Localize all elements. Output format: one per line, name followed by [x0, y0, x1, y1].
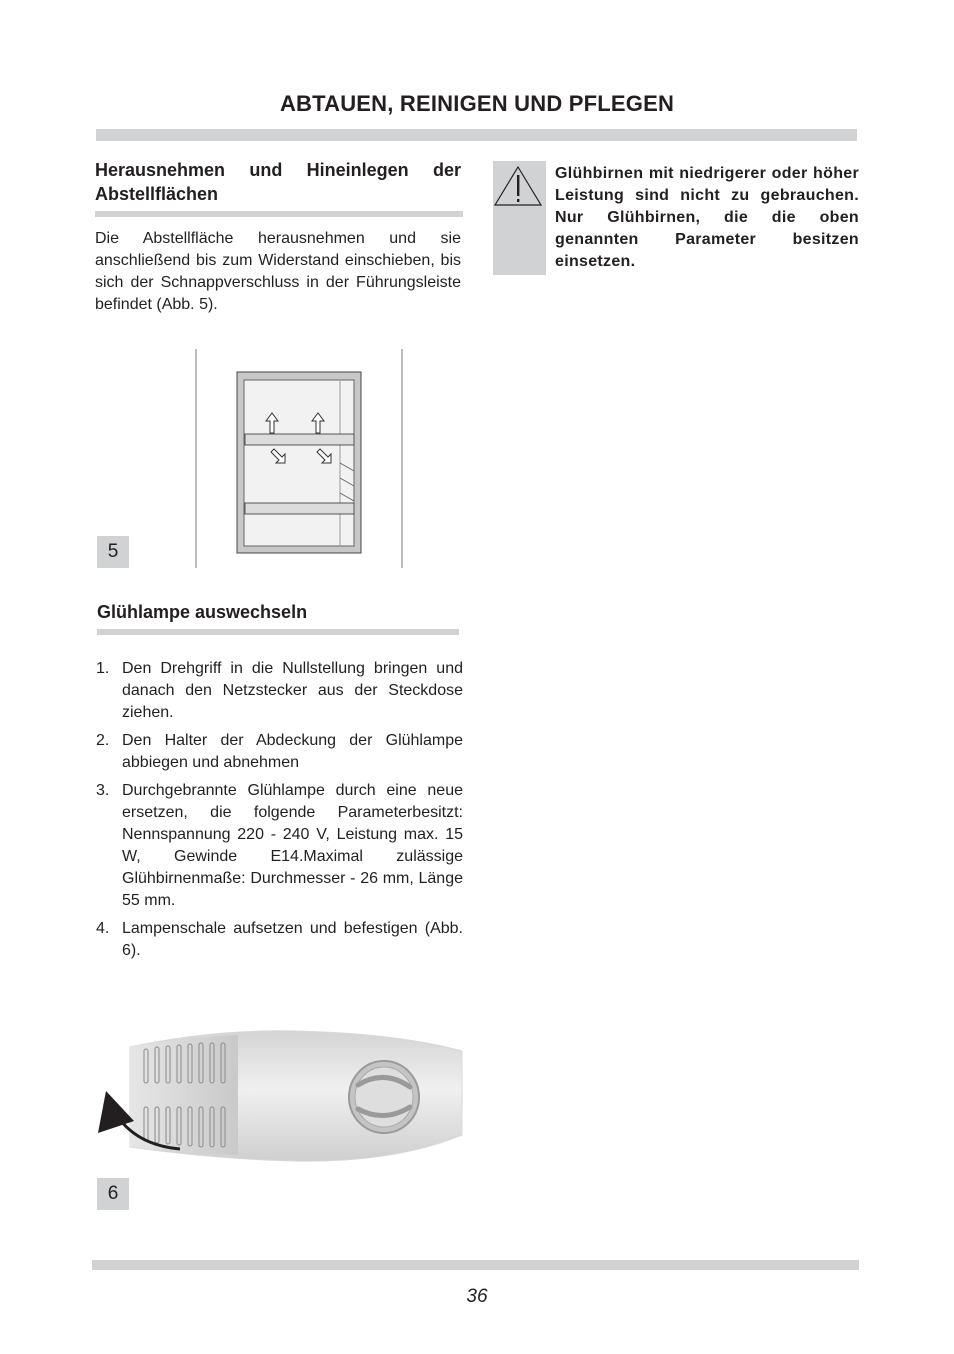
list-item: 3. Durchgebrannte Glühlampe durch eine neue ersetzen, die folgende Parameterbesitzt: Nennspannung 220 - 240 V, Leistung max. 15 W, Gewinde E14.Maximal zulässige Glühbirnenmaße: Durchmesser - 26 mm, Länge 55 mm. — [96, 782, 463, 909]
figure-number-5: 5 — [97, 536, 129, 568]
footer-bar — [92, 1260, 859, 1270]
page-title: ABTAUEN, REINIGEN UND PFLEGEN — [279, 91, 675, 116]
section-underline-lamp — [97, 629, 459, 635]
section-title-shelves: Herausnehmen und Hineinlegen der Abstellflächen — [95, 160, 461, 204]
list-item: 4. Lampenschale aufsetzen und befestigen (Abb. 6). — [96, 920, 463, 959]
page-number: 36 — [466, 1286, 488, 1307]
list-item: 1. Den Drehgriff in die Nullstellung bringen und danach den Netzstecker aus der Steckdose ziehen. — [96, 660, 463, 721]
steps-list — [96, 658, 463, 968]
section-underline-shelves — [95, 211, 463, 217]
shelves-paragraph: Die Abstellfläche herausnehmen und sie anschließend bis zum Widerstand einschieben, bis sich der Schnappverschluss in der Führungsleiste befindet (Abb. 5). — [95, 230, 461, 313]
figure-number-6: 6 — [97, 1178, 129, 1210]
warning-text: Glühbirnen mit niedrigerer oder höher Leistung sind nicht zu gebrauchen. Nur Glühbirnen, die die oben genannten Parameter besitzen einsetzen. — [555, 165, 859, 270]
fridge-shelf-figure — [190, 345, 410, 573]
title-underline-bar — [96, 129, 857, 141]
lamp-cover-figure — [94, 1025, 466, 1167]
warning-box — [493, 161, 546, 275]
list-item: 2. Den Halter der Abdeckung der Glühlampe abbiegen und abnehmen — [96, 732, 463, 771]
section-title-lamp: Glühlampe auswechseln — [97, 602, 308, 622]
warning-exclamation-icon — [493, 161, 546, 221]
